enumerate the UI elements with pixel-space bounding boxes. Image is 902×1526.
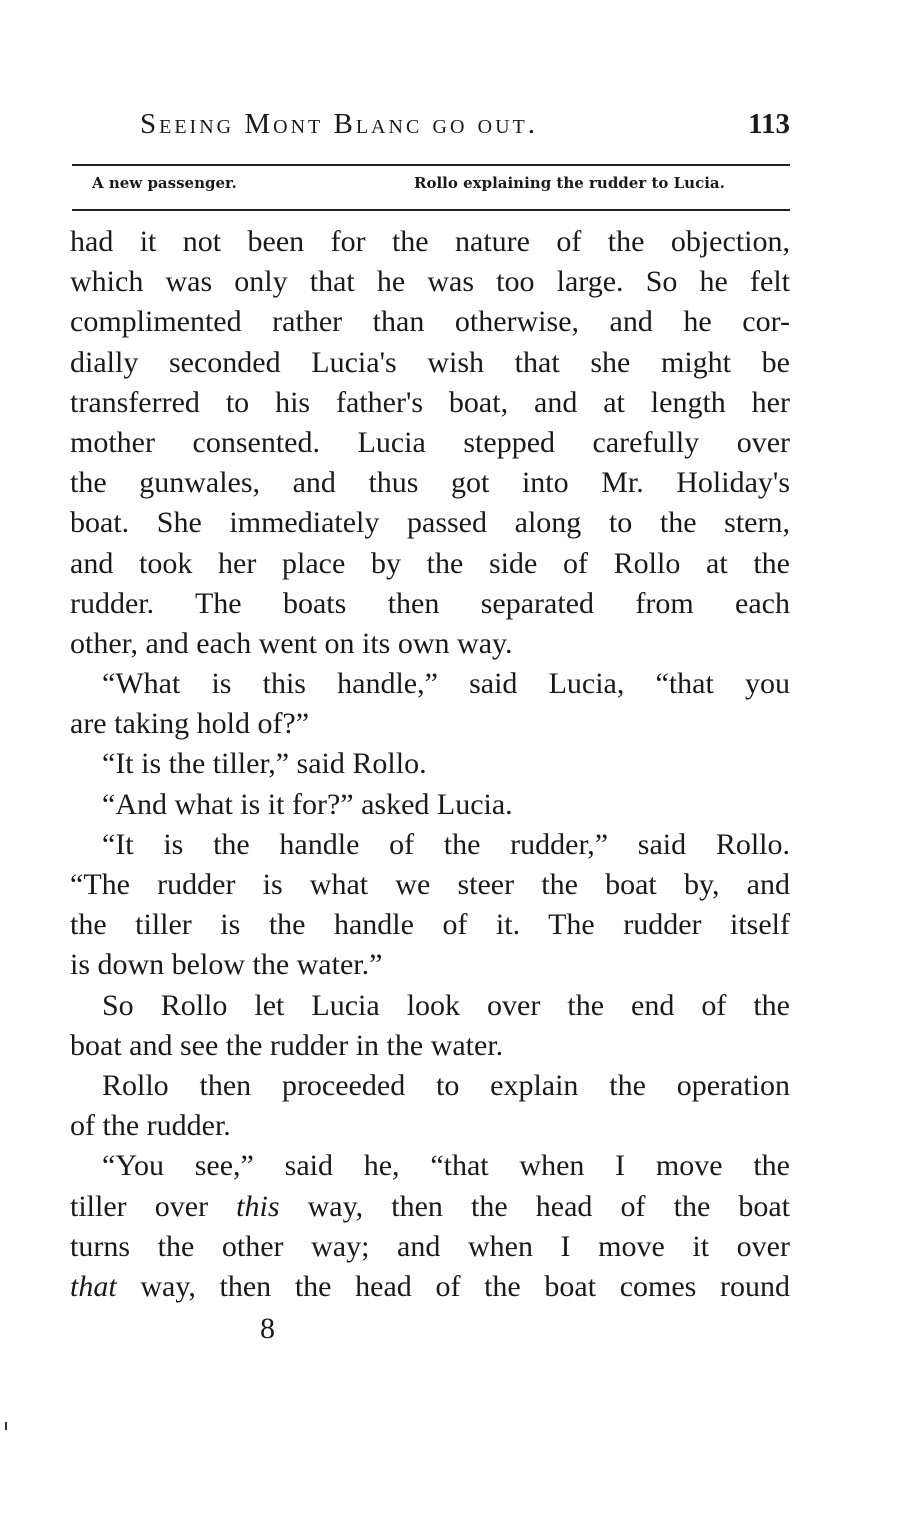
text-line: are taking hold of?”: [70, 707, 310, 741]
text-line: had it not been for the nature of the objection,: [70, 225, 790, 258]
scan-speck: [5, 1422, 7, 1430]
text-line: So Rollo let Lucia look over the end of the: [102, 988, 790, 1022]
text-line: the tiller is the handle of it. The rudder itself: [70, 908, 790, 942]
running-head: [140, 108, 790, 141]
text-line: boat and see the rudder in the water.: [70, 1028, 504, 1062]
text-line: “What is this handle,” said Lucia, “that you: [102, 667, 790, 701]
text-line: the gunwales, and thus got into Mr. Holiday's: [70, 466, 790, 500]
text-line: “It is the handle of the rudder,” said Rollo.: [102, 827, 790, 861]
text-segment: way, then the head of the boat: [307, 1189, 791, 1223]
text-line: boat. She immediately passed along to the stern,: [70, 506, 790, 540]
text-line: transferred to his father's boat, and at length her: [70, 385, 790, 419]
text-line: turns the other way; and when I move it over: [70, 1229, 790, 1263]
italic-word: this: [236, 1189, 280, 1223]
text-line-with-italic: [70, 1187, 790, 1227]
running-title: Seeing Mont Blanc go out.: [140, 108, 539, 140]
text-line: rudder. The boats then separated from each: [70, 586, 790, 620]
text-line: “You see,” said he, “that when I move the: [102, 1149, 790, 1183]
text-line: “It is the tiller,” said Rollo.: [102, 747, 427, 781]
text-segment: way, then the head of the boat comes round: [140, 1269, 791, 1303]
text-line: and took her place by the side of Rollo at the: [70, 546, 790, 580]
sidenote-left: A new passenger.: [92, 174, 237, 192]
text-line: of the rudder.: [70, 1109, 231, 1143]
text-line: dially seconded Lucia's wish that she might be: [70, 345, 790, 379]
text-line: other, and each went on its own way.: [70, 626, 513, 660]
sidenote-right: Rollo explaining the rudder to Lucia.: [414, 174, 725, 192]
text-line: mother consented. Lucia stepped carefully over: [70, 425, 790, 459]
body-text: [70, 222, 790, 1307]
text-line: “And what is it for?” asked Lucia.: [102, 787, 513, 821]
text-line: Rollo then proceeded to explain the operation: [102, 1068, 790, 1102]
header-rule-top: [72, 164, 790, 166]
signature-mark: 8: [260, 1312, 275, 1345]
text-line: is down below the water.”: [70, 948, 383, 982]
text-line: which was only that he was too large. So he felt: [70, 265, 790, 299]
text-line: “The rudder is what we steer the boat by, and: [70, 868, 790, 901]
text-segment: tiller over: [70, 1189, 209, 1223]
text-line: complimented rather than otherwise, and he cor-: [70, 305, 790, 339]
italic-word: that: [70, 1269, 117, 1303]
page-number: 113: [748, 108, 790, 140]
text-line-with-italic: [70, 1267, 790, 1307]
header-rule-bottom: [72, 209, 790, 211]
